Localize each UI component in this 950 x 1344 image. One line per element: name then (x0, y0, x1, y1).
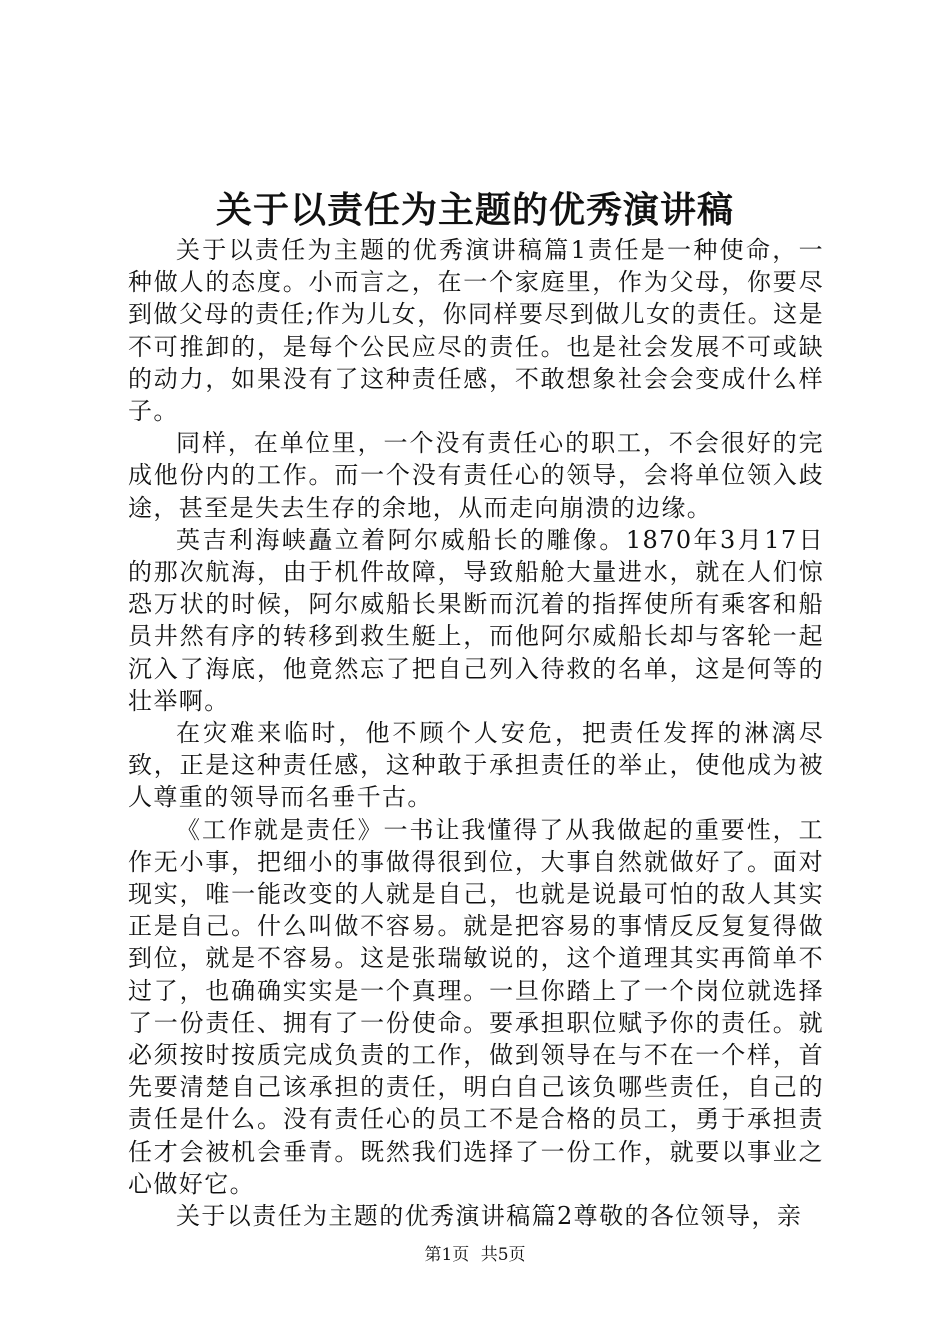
page-number: 第1页 (424, 1245, 470, 1265)
paragraph-2: 同样，在单位里，一个没有责任心的职工，不会很好的完成他份内的工作。而一个没有责任心的领导，会将单位领入歧途，甚至是失去生存的余地，从而走向崩溃的边缘。 (128, 429, 824, 522)
page-total: 共5页 (480, 1245, 526, 1265)
paragraph-1: 关于以责任为主题的优秀演讲稿篇1责任是一种使命，一种做人的态度。小而言之，在一个家庭里，作为父母，你要尽到做父母的责任;作为儿女，你同样要尽到做儿女的责任。这是不可推卸的，是每个公民应尽的责任。也是社会发展不可或缺的动力，如果没有了这种责任感，不敢想象社会会变成什么样子。 (128, 236, 824, 426)
paragraph-4: 在灾难来临时，他不顾个人安危，把责任发挥的淋漓尽致，正是这种责任感，这种敢于承担责任的举止，使他成为被人尊重的领导而名垂千古。 (128, 719, 824, 812)
paragraph-6: 关于以责任为主题的优秀演讲稿篇2尊敬的各位领导，亲 (176, 1202, 803, 1231)
page-footer (0, 1244, 950, 1266)
paragraph-3: 英吉利海峡矗立着阿尔威船长的雕像。1870年3月17日的那次航海，由于机件故障，导致船舱大量进水，就在人们惊恐万状的时候，阿尔威船长果断而沉着的指挥使所有乘客和船员井然有序的转移到救生艇上，而他阿尔威船长却与客轮一起沉入了海底，他竟然忘了把自己列入待救的名单，这是何等的壮举啊。 (128, 525, 824, 715)
document-body (128, 234, 824, 1232)
page-title: 关于以责任为主题的优秀演讲稿 (215, 189, 734, 231)
paragraph-5: 《工作就是责任》一书让我懂得了从我做起的重要性，工作无小事，把细小的事做得很到位，大事自然就做好了。面对现实，唯一能改变的人就是自己，也就是说最可怕的敌人其实正是自己。什么叫做不容易。就是把容易的事情反反复复得做到位，就是不容易。这是张瑞敏说的，这个道理其实再简单不过了，也确确实实是一个真理。一旦你踏上了一个岗位就选择了一份责任、拥有了一份使命。要承担职位赋予你的责任。就必须按时按质完成负责的工作，做到领导在与不在一个样，首先要清楚自己该承担的责任，明白自己该负哪些责任，自己的责任是什么。没有责任心的员工不是合格的员工，勇于承担责任才会被机会垂青。既然我们选择了一份工作，就要以事业之心做好它。 (128, 815, 824, 1198)
